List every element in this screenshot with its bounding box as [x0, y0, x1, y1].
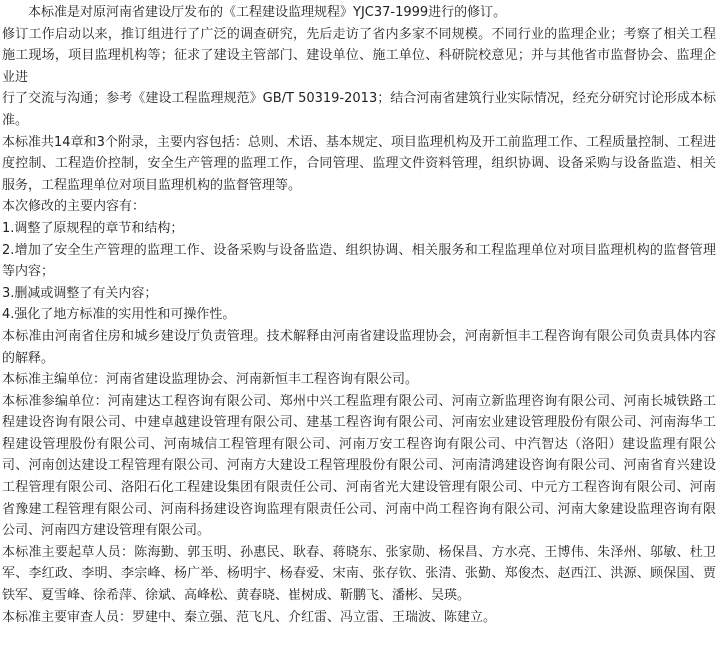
drafters-paragraph: 本标准主要起草人员：陈海勤、郭玉明、孙惠民、耿春、蒋晓东、张家勋、杨保昌、方水亮、王博伟、朱泽州、邬敏、杜卫军、李红政、李明、李宗峰、杨广举、杨明宇、杨春爱、宋南、张存钦、张清、张勤、郑俊杰、赵西江、洪源、顾保国、贾铁军、夏雪峰、徐希萍、徐斌、高峰松、黄春晓、崔树成、靳鹏飞、潘彬、吴瑛。	[2, 544, 716, 604]
management-paragraph: 本标准由河南省住房和城乡建设厅负责管理。技术解释由河南省建设监理协会，河南新恒丰工程咨询有限公司负责具体内容的解释。	[2, 328, 716, 366]
reviewers-paragraph: 本标准主要审查人员：罗建中、秦立强、范飞凡、介红雷、冯立雷、王瑞波、陈建立。	[2, 609, 497, 625]
participating-units-paragraph: 本标准参编单位：河南建达工程咨询有限公司、郑州中兴工程监理有限公司、河南立新监理咨询有限公司、河南长城铁路工程建设咨询有限公司、中建卓越建设管理有限公司、建基工程咨询有限公司、河南宏业建设管理股份有限公司、河南海华工程建设管理股份有限公司、河南城信工程管理有限公司、河南万安工程咨询有限公司、中汽智达（洛阳）建设监理有限公司、河南创达建设工程管理有限公司、河南方大建设工程管理股份有限公司、河南清鸿建设咨询有限公司、河南省育兴建设工程管理有限公司、洛阳石化工程建设集团有限责任公司、河南省光大建设管理有限公司、中元方工程咨询有限公司、河南省豫建工程管理有限公司、河南科扬建设咨询监理有限责任公司、河南中尚工程咨询有限公司、河南大象建设监理咨询有限公司、河南四方建设管理有限公司。	[2, 393, 716, 539]
revision-process-paragraph: 修订工作启动以来，推订组进行了广泛的调查研究，先后走访了省内多家不同规模。不同行业的监理企业；考察了相关工程施工现场，项目监理机构等；征求了建设主管部门、建设单位、施工单位、科研院校意见；并与其他省市监督协会、监理企业进	[2, 26, 716, 85]
change-item-3: 3.删减或调整了有关内容；	[2, 285, 158, 301]
changes-heading: 本次修改的主要内容有：	[2, 199, 146, 215]
change-item-1: 1.调整了原规程的章节和结构；	[2, 220, 184, 236]
revision-process-continuation: 行了交流与沟通；参考《建设工程监理规范》GB/T 50319-2013；结合河南省建筑行业实际情况，经充分研究讨论形成本标准。	[2, 91, 716, 128]
content-summary-paragraph: 本标准共14章和3个附录，主要内容包括：总则、术语、基本规定、项目监理机构及开工前监理工作、工程质量控制、工程进度控制、工程造价控制，安全生产管理的监理工作，合同管理、监理文件资料管理，组织协调、设备采购与设备监造、相关服务，工程监理单位对项目监理机构的监督管理等。	[2, 134, 716, 193]
change-item-2: 2.增加了安全生产管理的监理工作、设备采购与设备监造、组织协调、相关服务和工程监理单位对项目监理机构的监督管理等内容；	[2, 242, 716, 280]
chief-editors-paragraph: 本标准主编单位：河南省建设监理协会、河南新恒丰工程咨询有限公司。	[2, 372, 419, 388]
change-item-4: 4.强化了地方标准的实用性和可操作性。	[2, 307, 236, 323]
intro-paragraph: 本标准是对原河南省建设厅发布的《工程建设监理规程》YJC37-1999进行的修订。	[28, 5, 507, 20]
